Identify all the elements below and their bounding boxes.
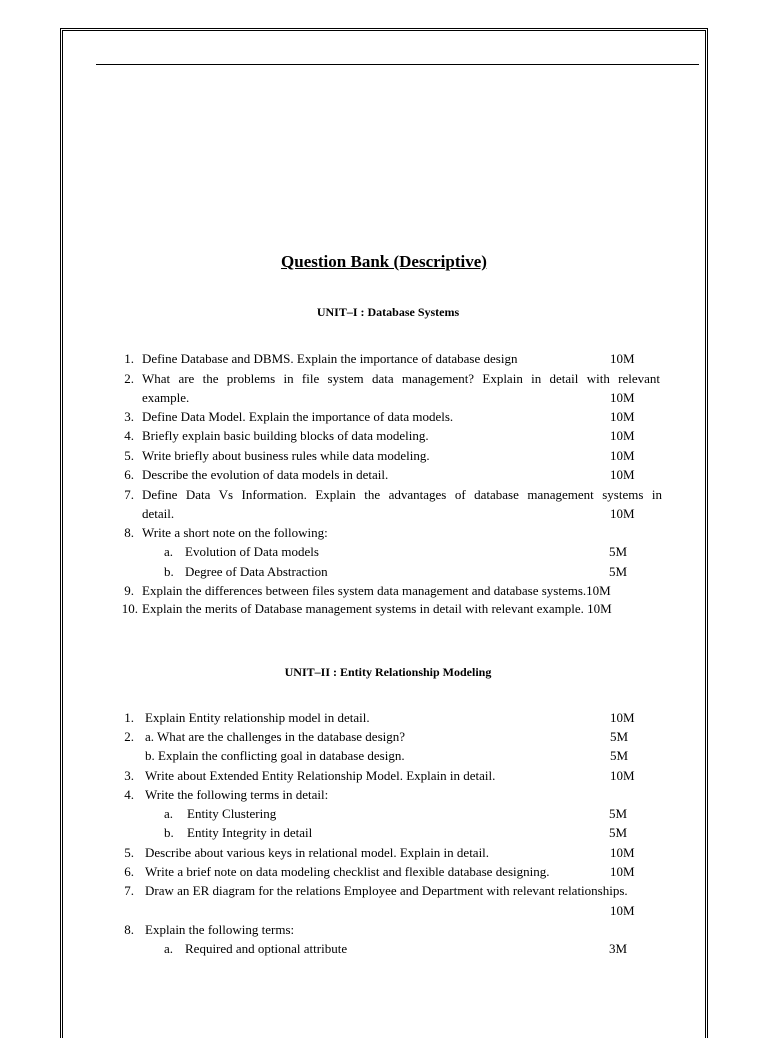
page-title: Question Bank (Descriptive) xyxy=(281,252,487,271)
unit-1-heading: UNIT–I : Database Systems xyxy=(316,305,460,319)
unit-2-heading: UNIT–II : Entity Relationship Modeling xyxy=(284,665,492,679)
header-rule xyxy=(96,64,699,65)
